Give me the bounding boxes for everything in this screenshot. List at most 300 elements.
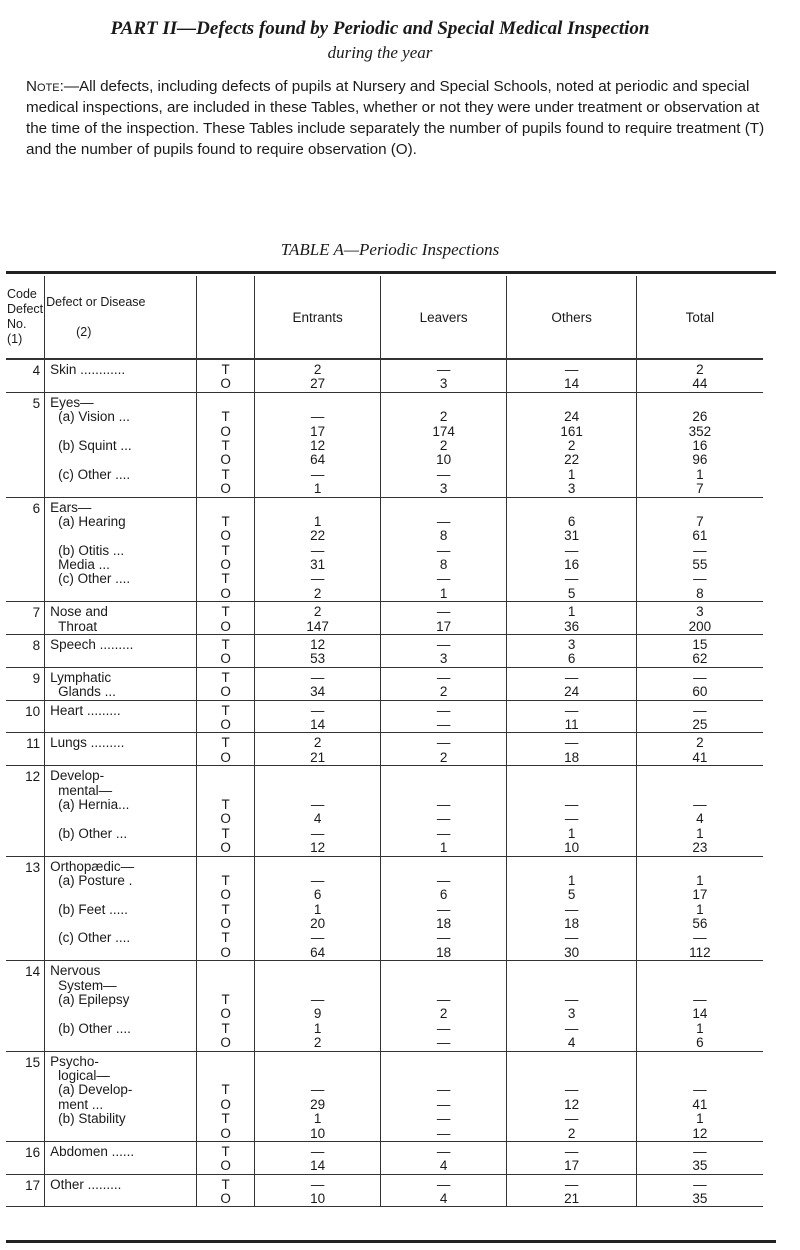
- cell-line: 1: [439, 841, 448, 856]
- cell-line: (b) Other ....: [58, 1021, 131, 1036]
- cell-line: T: [221, 993, 230, 1008]
- cell-line: 1: [313, 514, 322, 529]
- cell-names: [45, 1051, 197, 1141]
- cell-line: (a) Hernia...: [58, 797, 130, 812]
- cell-t-o: [197, 856, 255, 961]
- cell-names: [45, 1174, 197, 1207]
- cell-line: [255, 396, 380, 410]
- cell-t-o: [197, 766, 255, 856]
- cell-line: [381, 396, 506, 410]
- cell-line: [255, 1069, 380, 1083]
- cell-line: [50, 1159, 196, 1173]
- cell-entrants: [255, 667, 381, 700]
- cell-line: 17: [310, 424, 326, 439]
- cell-line: 12: [564, 1097, 580, 1112]
- cell-line: 27: [310, 377, 326, 392]
- cell-leavers: [381, 635, 507, 668]
- cell-line: 21: [564, 1192, 580, 1207]
- cell-line: —: [564, 1112, 579, 1127]
- cell-line: [50, 888, 196, 902]
- cell-line: 6: [567, 652, 576, 667]
- cell-line: —: [310, 467, 325, 482]
- cell-line: 3: [439, 377, 448, 392]
- cell-leavers: [381, 667, 507, 700]
- cell-line: 18: [564, 750, 580, 765]
- cell-others: [507, 961, 637, 1051]
- cell-line: T: [221, 826, 230, 841]
- cell-line: [381, 1069, 506, 1083]
- defect-group-row: [6, 667, 763, 700]
- defect-group-row: [6, 1141, 763, 1174]
- cell-line: [255, 501, 380, 515]
- header-entrants: Entrants: [255, 276, 381, 359]
- cell-line: —: [693, 1144, 707, 1159]
- cell-line: (a) Develop-: [58, 1083, 133, 1098]
- cell-total: [637, 1174, 763, 1207]
- cell-t-o: [197, 359, 255, 392]
- cell-line: [50, 841, 196, 855]
- cell-line: [50, 917, 196, 931]
- cell-line: (c) Other ....: [58, 467, 131, 482]
- cell-line: [50, 453, 196, 467]
- cell-others: [507, 497, 637, 602]
- defect-code: 7: [6, 602, 45, 635]
- defect-code: 14: [6, 961, 45, 1051]
- cell-line: 2: [439, 685, 448, 700]
- cell-line: 5: [567, 586, 576, 601]
- cell-line: 4: [439, 1159, 448, 1174]
- cell-line: —: [693, 993, 707, 1008]
- cell-line: 1: [313, 482, 322, 497]
- cell-line: 1: [696, 1021, 704, 1036]
- cell-line: —: [436, 514, 451, 529]
- cell-line: 2: [696, 363, 704, 377]
- cell-line: 23: [692, 841, 708, 856]
- cell-line: [637, 396, 763, 410]
- cell-line: O: [220, 945, 231, 960]
- table-body: [6, 359, 763, 1207]
- cell-line: —: [310, 826, 325, 841]
- cell-line: [50, 1036, 196, 1050]
- cell-line: 10: [310, 1192, 326, 1207]
- cell-leavers: [381, 1051, 507, 1141]
- cell-others: [507, 1051, 637, 1141]
- defect-group-row: [6, 359, 763, 392]
- cell-line: —: [564, 543, 579, 558]
- cell-line: [197, 769, 254, 783]
- cell-line: (b) Other ...: [58, 826, 128, 841]
- cell-leavers: [381, 497, 507, 602]
- cell-names: [45, 602, 197, 635]
- cell-entrants: [255, 392, 381, 497]
- cell-names: [45, 359, 197, 392]
- cell-line: [637, 1069, 763, 1083]
- header-others: Others: [507, 276, 637, 359]
- cell-line: O: [220, 841, 231, 856]
- cell-others: [507, 856, 637, 961]
- cell-line: —: [564, 797, 579, 812]
- cell-line: 3: [696, 605, 704, 620]
- cell-line: 26: [692, 410, 708, 425]
- cell-line: 2: [313, 1036, 322, 1051]
- cell-line: 22: [310, 529, 326, 544]
- cell-line: 14: [692, 1007, 708, 1022]
- header-to: [197, 276, 255, 359]
- defect-group-row: [6, 856, 763, 961]
- cell-line: 14: [310, 717, 326, 732]
- cell-line: [50, 587, 196, 601]
- cell-line: [197, 1069, 254, 1083]
- cell-line: 352: [688, 424, 712, 439]
- cell-line: T: [221, 797, 230, 812]
- cell-line: T: [221, 572, 230, 587]
- cell-line: —: [310, 931, 325, 946]
- cell-others: [507, 766, 637, 856]
- cell-line: 17: [436, 619, 452, 634]
- defect-group-row: [6, 766, 763, 856]
- cell-line: T: [221, 902, 230, 917]
- table-title: TABLE A—Periodic Inspections: [280, 240, 500, 259]
- cell-total: [637, 667, 763, 700]
- cell-names: [45, 766, 197, 856]
- cell-line: 1: [696, 873, 704, 888]
- cell-line: 12: [692, 1126, 708, 1141]
- cell-line: [381, 860, 506, 874]
- cell-line: Nose and: [50, 605, 108, 620]
- cell-line: O: [220, 685, 231, 700]
- defect-code: 15: [6, 1051, 45, 1141]
- cell-line: 2: [439, 410, 448, 425]
- cell-line: T: [221, 1144, 230, 1159]
- cell-line: 12: [310, 638, 326, 653]
- cell-entrants: [255, 359, 381, 392]
- cell-line: 1: [567, 467, 576, 482]
- cell-line: T: [221, 1083, 230, 1098]
- cell-line: —: [564, 736, 579, 751]
- cell-entrants: [255, 497, 381, 602]
- cell-names: [45, 497, 197, 602]
- cell-total: [637, 733, 763, 766]
- cell-line: T: [221, 467, 230, 482]
- cell-line: Psycho-: [50, 1054, 99, 1069]
- cell-line: 1: [313, 1021, 322, 1036]
- cell-line: O: [220, 1126, 231, 1141]
- cell-line: —: [564, 1083, 579, 1098]
- cell-line: 17: [564, 1159, 580, 1174]
- cell-line: Orthopædic—: [50, 859, 135, 874]
- table-bottom-rule: [6, 1240, 776, 1243]
- cell-line: —: [436, 1036, 451, 1051]
- cell-names: [45, 700, 197, 733]
- cell-line: (b) Squint ...: [58, 438, 132, 453]
- cell-line: [255, 964, 380, 978]
- cell-t-o: [197, 700, 255, 733]
- cell-total: [637, 961, 763, 1051]
- cell-line: 2: [313, 363, 322, 377]
- cell-line: 4: [313, 812, 322, 827]
- cell-line: 21: [310, 750, 326, 765]
- cell-total: [637, 359, 763, 392]
- cell-line: —: [436, 670, 451, 685]
- cell-line: [381, 784, 506, 798]
- cell-entrants: [255, 1174, 381, 1207]
- cell-leavers: [381, 961, 507, 1051]
- cell-line: T: [221, 703, 230, 718]
- cell-line: —: [436, 467, 451, 482]
- cell-line: Speech .........: [50, 638, 134, 653]
- cell-names: [45, 1141, 197, 1174]
- cell-line: Glands ...: [58, 685, 116, 700]
- cell-line: 1: [439, 586, 448, 601]
- cell-line: 25: [692, 717, 708, 732]
- defect-code: 10: [6, 700, 45, 733]
- cell-total: [637, 602, 763, 635]
- cell-line: —: [436, 572, 451, 587]
- cell-entrants: [255, 856, 381, 961]
- cell-line: 3: [567, 638, 576, 653]
- cell-others: [507, 359, 637, 392]
- cell-leavers: [381, 733, 507, 766]
- cell-total: [637, 700, 763, 733]
- cell-total: [637, 1051, 763, 1141]
- cell-line: T: [221, 736, 230, 751]
- cell-line: 1: [313, 902, 322, 917]
- cell-line: [507, 784, 636, 798]
- cell-line: [381, 1055, 506, 1069]
- cell-line: —: [693, 670, 707, 685]
- header-row: [6, 276, 763, 359]
- cell-line: —: [564, 1144, 579, 1159]
- cell-entrants: [255, 635, 381, 668]
- cell-line: —: [564, 931, 579, 946]
- cell-line: 5: [567, 888, 576, 903]
- cell-line: 6: [567, 514, 576, 529]
- cell-entrants: [255, 602, 381, 635]
- cell-leavers: [381, 1174, 507, 1207]
- cell-line: 41: [692, 750, 708, 765]
- cell-line: (a) Epilepsy: [58, 993, 130, 1008]
- cell-line: 15: [692, 638, 708, 653]
- cell-line: —: [310, 797, 325, 812]
- cell-line: 64: [310, 453, 326, 468]
- cell-line: 12: [310, 438, 326, 453]
- page-subtitle: during the year: [327, 43, 433, 62]
- cell-line: —: [564, 363, 579, 377]
- cell-total: [637, 497, 763, 602]
- cell-line: —: [436, 797, 451, 812]
- defect-code: 4: [6, 359, 45, 392]
- cell-line: [50, 946, 196, 960]
- cell-names: [45, 961, 197, 1051]
- cell-line: —: [436, 717, 451, 732]
- note-text: :—All defects, including defects of pupils at Nursery and Special Schools, noted at periodic and special medical inspections, are included in these Tables, whether or not they were under treatment or observation at the time of the inspection. These Tables include separately the number of pupils found to require treatment (T) and the number of pupils found to require observation (O).: [26, 78, 765, 158]
- defect-group-row: [6, 392, 763, 497]
- cell-line: 12: [310, 841, 326, 856]
- cell-others: [507, 1174, 637, 1207]
- cell-line: 174: [432, 424, 455, 439]
- cell-entrants: [255, 733, 381, 766]
- cell-line: 200: [688, 619, 712, 634]
- cell-line: (c) Other ....: [58, 931, 131, 946]
- cell-line: [50, 1127, 196, 1141]
- cell-line: [637, 979, 763, 993]
- cell-leavers: [381, 392, 507, 497]
- cell-line: 2: [567, 438, 576, 453]
- cell-names: [45, 856, 197, 961]
- cell-line: O: [220, 812, 231, 827]
- cell-line: 34: [310, 685, 326, 700]
- cell-line: 18: [564, 917, 580, 932]
- cell-line: 4: [696, 812, 704, 827]
- cell-line: Heart .........: [50, 703, 121, 718]
- cell-line: —: [310, 1083, 325, 1098]
- defect-code: 13: [6, 856, 45, 961]
- cell-line: [637, 860, 763, 874]
- cell-line: [255, 784, 380, 798]
- cell-line: [50, 1007, 196, 1021]
- cell-line: —: [693, 1083, 707, 1098]
- defect-group-row: [6, 1174, 763, 1207]
- cell-line: [381, 964, 506, 978]
- cell-line: —: [310, 873, 325, 888]
- cell-line: —: [436, 736, 451, 751]
- cell-line: O: [220, 917, 231, 932]
- cell-leavers: [381, 856, 507, 961]
- cell-line: 8: [439, 529, 448, 544]
- table-top-rule: [6, 271, 776, 274]
- cell-line: —: [436, 826, 451, 841]
- cell-leavers: [381, 359, 507, 392]
- cell-line: 22: [564, 453, 580, 468]
- cell-line: 64: [310, 945, 326, 960]
- cell-line: —: [564, 1021, 579, 1036]
- cell-line: [507, 501, 636, 515]
- cell-line: T: [221, 638, 230, 653]
- cell-line: O: [220, 558, 231, 573]
- cell-line: O: [220, 717, 231, 732]
- cell-line: T: [221, 363, 230, 377]
- cell-line: [197, 979, 254, 993]
- cell-line: [637, 501, 763, 515]
- cell-line: 53: [310, 652, 326, 667]
- cell-line: —: [564, 812, 579, 827]
- cell-total: [637, 1141, 763, 1174]
- cell-line: O: [220, 619, 231, 634]
- header-total: Total: [637, 276, 763, 359]
- cell-line: T: [221, 410, 230, 425]
- cell-line: T: [221, 514, 230, 529]
- cell-line: [50, 652, 196, 666]
- cell-line: [507, 396, 636, 410]
- cell-line: —: [564, 703, 579, 718]
- cell-line: —: [436, 1097, 451, 1112]
- cell-line: —: [436, 638, 451, 653]
- cell-line: 6: [439, 888, 448, 903]
- cell-line: —: [564, 670, 579, 685]
- cell-names: [45, 667, 197, 700]
- cell-line: 161: [560, 424, 583, 439]
- cell-line: T: [221, 1021, 230, 1036]
- cell-line: 96: [692, 453, 708, 468]
- cell-line: 2: [313, 605, 322, 620]
- cell-line: (c) Other ....: [58, 572, 131, 587]
- cell-line: 18: [436, 945, 452, 960]
- cell-t-o: [197, 1174, 255, 1207]
- cell-line: —: [564, 1177, 579, 1192]
- defect-group-row: [6, 602, 763, 635]
- cell-line: T: [221, 670, 230, 685]
- cell-line: 18: [436, 917, 452, 932]
- cell-line: O: [220, 888, 231, 903]
- cell-line: —: [436, 902, 451, 917]
- cell-line: 1: [567, 605, 576, 620]
- cell-t-o: [197, 961, 255, 1051]
- cell-line: 24: [564, 410, 580, 425]
- defect-group-row: [6, 497, 763, 602]
- cell-line: [197, 784, 254, 798]
- defects-table: [6, 276, 763, 1207]
- cell-line: [50, 812, 196, 826]
- cell-line: 14: [310, 1159, 326, 1174]
- cell-line: —: [693, 797, 707, 812]
- cell-line: —: [436, 931, 451, 946]
- cell-entrants: [255, 766, 381, 856]
- cell-line: 6: [313, 888, 322, 903]
- cell-line: 2: [567, 1126, 576, 1141]
- cell-line: 10: [564, 841, 580, 856]
- cell-line: T: [221, 605, 230, 620]
- cell-line: 3: [567, 1007, 576, 1022]
- cell-line: Nervous: [50, 964, 101, 979]
- cell-line: [381, 501, 506, 515]
- defect-group-row: [6, 733, 763, 766]
- cell-line: [197, 860, 254, 874]
- cell-line: [197, 396, 254, 410]
- cell-line: —: [436, 1112, 451, 1127]
- cell-line: —: [436, 543, 451, 558]
- cell-line: —: [436, 1083, 451, 1098]
- cell-line: 2: [313, 736, 322, 751]
- cell-line: [255, 860, 380, 874]
- cell-line: —: [436, 703, 451, 718]
- cell-line: O: [220, 1007, 231, 1022]
- cell-total: [637, 635, 763, 668]
- cell-line: System—: [58, 978, 117, 993]
- cell-leavers: [381, 700, 507, 733]
- cell-line: (a) Hearing: [58, 514, 126, 529]
- cell-line: 29: [310, 1097, 326, 1112]
- cell-line: [50, 482, 196, 496]
- cell-line: [637, 769, 763, 783]
- cell-entrants: [255, 1051, 381, 1141]
- cell-line: [507, 979, 636, 993]
- cell-line: —: [310, 543, 325, 558]
- cell-line: Skin ............: [50, 363, 126, 377]
- cell-line: 1: [696, 467, 704, 482]
- cell-line: [637, 784, 763, 798]
- defect-code: 11: [6, 733, 45, 766]
- cell-line: [507, 769, 636, 783]
- cell-leavers: [381, 602, 507, 635]
- cell-line: 10: [310, 1126, 326, 1141]
- defect-code: 9: [6, 667, 45, 700]
- cell-others: [507, 733, 637, 766]
- cell-line: O: [220, 652, 231, 667]
- cell-line: 36: [564, 619, 580, 634]
- cell-line: [50, 1192, 196, 1206]
- cell-t-o: [197, 1051, 255, 1141]
- cell-line: 30: [564, 945, 580, 960]
